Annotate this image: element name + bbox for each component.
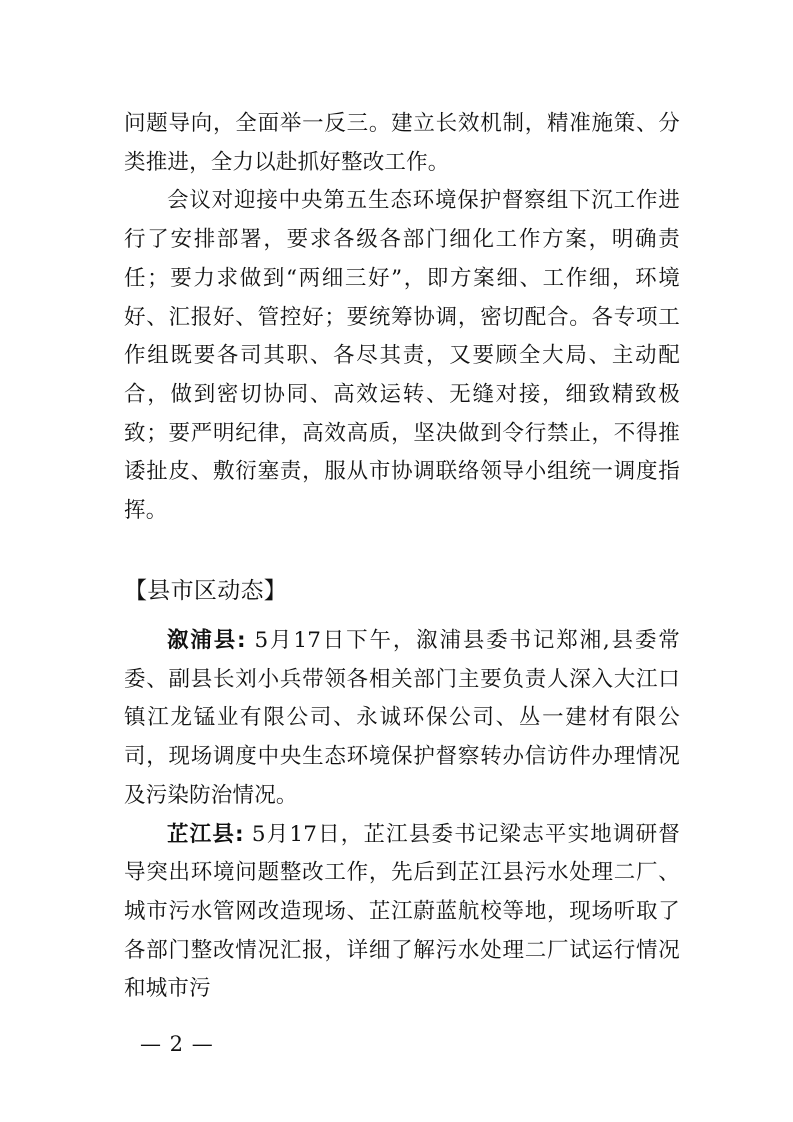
paragraph-continuation: 问题导向，全面举一反三。建立长效机制，精准施策、分类推进，全力以赴抓好整改工作。 [124,111,680,175]
body-text-top [124,105,680,531]
county-item-xupu [124,622,680,816]
county-name-label: 芷江县: [167,821,244,847]
page-number: — 2 — [140,1032,214,1056]
section-heading: 【县市区动态】 [124,578,288,604]
county-item-text: 5月17日，芷江县委书记梁志平实地调研督导突出环境问题整改工作，先后到芷江县污水处理二厂、城市污水管网改造现场、芷江蔚蓝航校等地，现场听取了各部门整改情况汇报，详细了解污水处理二厂试运行情况和城市污 [124,821,680,1002]
county-updates [124,622,680,1009]
county-item-text: 5月17日下午，溆浦县委书记郑湘,县委常委、副县长刘小兵带领各相关部门主要负责人深入大江口镇江龙锰业有限公司、永诚环保公司、丛一建材有限公司，现场调度中央生态环境保护督察转办信访件办理情况及污染防治情况。 [124,628,680,808]
paragraph-meeting-arrangement: 会议对迎接中央第五生态环境保护督察组下沉工作进行了安排部署，要求各级各部门细化工作方案，明确责任；要力求做到“两细三好”，即方案细、工作细，环境好、汇报好、管控好；要统筹协调，密切配合。各专项工作组既要各司其职、各尽其责，又要顾全大局、主动配合，做到密切协同、高效运转、无缝对接，细致精致极致；要严明纪律，高效高质，坚决做到令行禁止，不得推诿扯皮、敷衍塞责，服从市协调联络领导小组统一调度指挥。 [124,188,680,524]
county-item-zhijiang [124,816,680,1010]
county-name-label: 溆浦县: [167,628,246,653]
